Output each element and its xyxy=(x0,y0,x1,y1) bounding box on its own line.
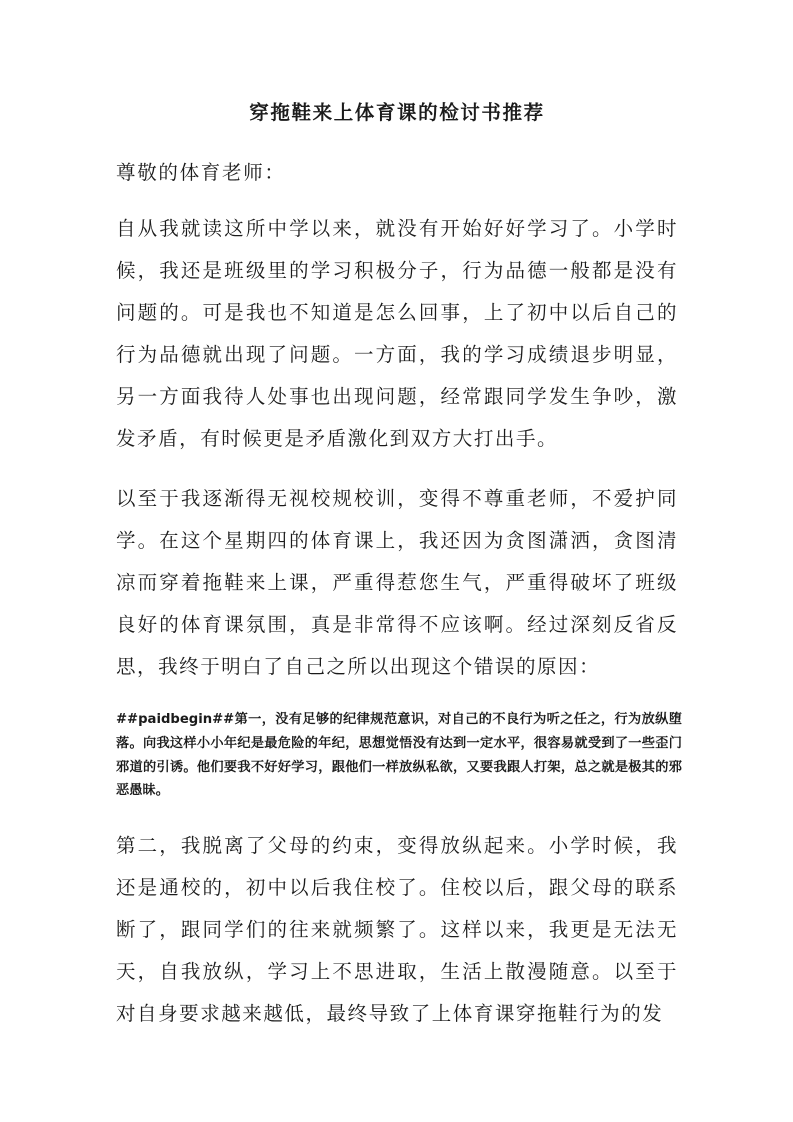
paid-content-note-block xyxy=(116,708,682,803)
page-title: 穿拖鞋来上体育课的检讨书推荐 xyxy=(249,101,545,124)
document-content xyxy=(116,96,682,1035)
salutation-line: 尊敬的体育老师： xyxy=(116,161,286,184)
body-paragraph-3: 第二，我脱离了父母的约束，变得放纵起来。小学时候，我还是通校的，初中以后我住校了。住校以后，跟父母的联系断了，跟同学们的往来就频繁了。这样以来，我更是无法无天，自我放纵，学习上不思进取，生活上散漫随意。以至于对自身要求越来越低，最终导致了上体育课穿拖鞋行为的发 xyxy=(116,834,678,1026)
paidbegin-marker: ##paidbegin## xyxy=(116,712,235,727)
body-paragraph-2: 以至于我逐渐得无视校规校训，变得不尊重老师，不爱护同学。在这个星期四的体育课上，我还因为贪图潇洒，贪图清凉而穿着拖鞋来上课，严重得惹您生气，严重得破坏了班级良好的体育课氛围，真是非常得不应该啊。经过深刻反省反思，我终于明白了自己之所以出现这个错误的原因： xyxy=(116,487,678,678)
body-paragraph-1: 自从我就读这所中学以来，就没有开始好好学习了。小学时候，我还是班级里的学习积极分子，行为品德一般都是没有问题的。可是我也不知道是怎么回事，上了初中以后自己的行为品德就出现了问题。一方面，我的学习成绩退步明显，另一方面我待人处事也出现问题，经常跟同学发生争吵，激发矛盾，有时候更是矛盾激化到双方大打出手。 xyxy=(116,217,678,450)
paid-content-note-text: 第一，没有足够的纪律规范意识，对自己的不良行为听之任之，行为放纵堕落。向我这样小小年纪是最危险的年纪，思想觉悟没有达到一定水平，很容易就受到了一些歪门邪道的引诱。他们要我不好好学习，跟他们一样放纵私欲，又要我跟人打架，总之就是极其的邪恶愚昧。 xyxy=(116,712,682,799)
